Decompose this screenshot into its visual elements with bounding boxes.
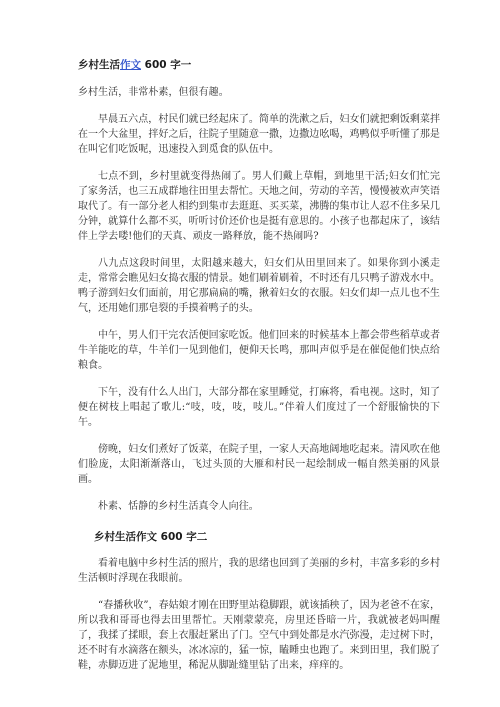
paragraph: 朴素、恬静的乡村生活真令人向往。 xyxy=(98,501,259,512)
essay-link[interactable]: 作文 xyxy=(120,59,141,71)
article-title-2: 乡村生活作文 600 字二 xyxy=(94,531,208,543)
paragraph: 下午，没有什么人出门，大部分都在家里睡觉，打麻将，看电视。这时，知了便在树枝上唱起了歌儿:“吱，吱，吱，吱儿。”伴着人们度过了一个舒服愉快的下午。 xyxy=(78,387,440,428)
paragraph: 早晨五六点，村民们就已经起床了。简单的洗漱之后，妇女们就把剩饭剩菜拌在一个大盆里，拌好之后，往院子里随意一撒，边撒边吆喝，鸡鸭似乎听懂了那是在叫它们吃饭呢，迅速投入到觅食的队伍中。 xyxy=(78,114,440,155)
paragraph: 中午，男人们干完农活便回家吃饭。他们回来的时候基本上都会带些稻草或者牛羊能吃的草，牛羊们一见到他们，便仰天长鸣，那叫声似乎是在催促他们快点给粮食。 xyxy=(78,330,440,371)
paragraph: 乡村生活，非常朴素，但很有趣。 xyxy=(78,87,229,98)
title-suffix: 600 字一 xyxy=(141,59,192,71)
paragraph: 七点不到，乡村里就变得热闹了。男人们戴上草帽，到地里干活;妇女们忙完了家务活，也三五成群地往田里去帮忙。天地之间，劳动的辛苦，慢慢被欢声笑语取代了。有一部分老人相约到集市去逛逛、买买菜，沸腾的集市让人忍不住多呆几分钟，就算什么都不买，听听讨价还价也是挺有意思的。小孩子也都起床了，该结伴上学去喽!他们的天真、顽皮一路释放，能不热闹吗? xyxy=(78,171,440,242)
paragraph: 八九点这段时间里，太阳越来越大，妇女们从田里回来了。如果你到小溪走走，常常会瞧见妇女捣衣服的情景。她们刷着刷着，不时还有几只鸭子游戏水中。鸭子游到妇女们面前，用它那扁扁的嘴，揪着妇女的衣服。妇女们却一点儿也不生气，还用她们那皂裂的手摸着鸭子的头。 xyxy=(78,258,440,314)
paragraph: 傍晚，妇女们煮好了饭菜，在院子里，一家人天高地阔地吃起来。清风吹在他们脸庞，太阳渐渐落山，飞过头顶的大雁和村民一起绘制成一幅自然美丽的风景画。 xyxy=(78,444,440,485)
paragraph: 看着电脑中乡村生活的照片，我的思绪也回到了美丽的乡村，丰富多彩的乡村生活顿时浮现在我眼前。 xyxy=(78,558,440,584)
paragraph: “春播秋收”，春姑娘才刚在田野里站稳脚跟，就该插秧了，因为老爸不在家，所以我和哥哥也得去田里帮忙。天刚蒙蒙亮，房里还昏暗一片，我就被老妈叫醒了，我揉了揉眼，套上衣服赶紧出了门。空气中到处都是水汽弥漫，走过树下时，还不时有水滴落在额头，冰冰凉的，猛一惊，瞌睡虫也跑了。来到田里，我们脱了鞋，赤脚迈进了泥地里，稀泥从脚趾缝里钻了出来，痒痒的。 xyxy=(78,600,440,671)
article-title-1 xyxy=(78,58,440,72)
title-prefix: 乡村生活 xyxy=(78,59,120,71)
